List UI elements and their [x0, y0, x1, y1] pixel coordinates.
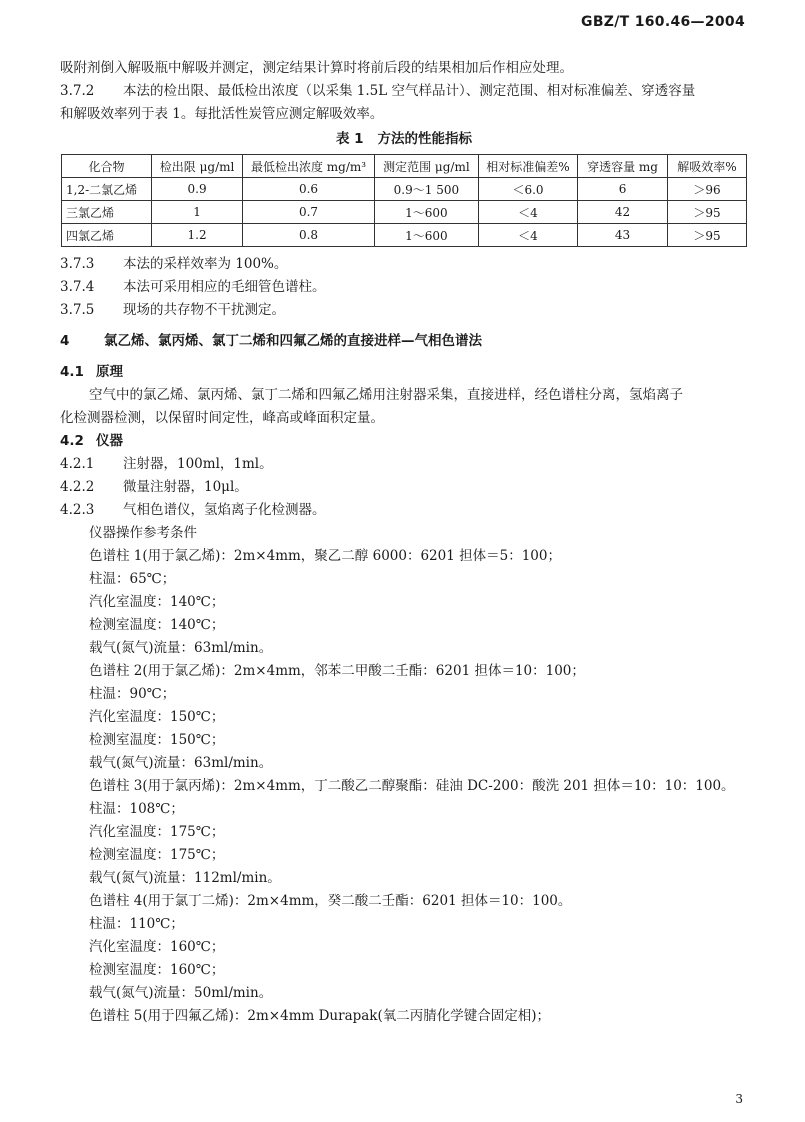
table-cell: 1 [152, 201, 243, 224]
clause-text: 本法可采用相应的毛细管色谱柱。 [123, 279, 326, 295]
section-4-2-heading [60, 430, 748, 453]
condition-line: 色谱柱 3(用于氯丙烯)：2m×4mm，丁二酸乙二醇聚酯：硅油 DC-200：酸洗 201 担体＝10：10：100。 [89, 778, 735, 794]
table-cell: ＞95 [667, 224, 746, 247]
condition-line: 载气(氮气)流量：50ml/min。 [89, 985, 273, 1001]
page-number: 3 [735, 1092, 743, 1106]
clause-number: 4.2.3 [60, 502, 95, 518]
condition-line: 检测室温度：140℃； [89, 617, 225, 633]
clause-3-7-2-continuation: 和解吸效率列于表 1。每批活性炭管应测定解吸效率。 [60, 106, 384, 122]
table-cell: 0.7 [243, 201, 375, 224]
table-cell: ＜6.0 [478, 178, 577, 201]
clause-text: 气相色谱仪，氢焰离子化检测器。 [123, 502, 326, 518]
clause-3-7-2 [60, 80, 748, 103]
condition-line: 载气(氮气)流量：63ml/min。 [89, 755, 273, 771]
condition-line: 汽化室温度：160℃； [89, 939, 225, 955]
clause-number: 4.2.2 [60, 479, 95, 495]
table-cell: 四氯乙烯 [62, 224, 152, 247]
condition-line: 色谱柱 4(用于氯丁二烯)：2m×4mm，癸二酸二壬酯：6201 担体＝10：100。 [89, 893, 572, 909]
table-caption [60, 126, 748, 152]
table-header-cell: 化合物 [62, 155, 152, 178]
clause-number: 3.7.2 [60, 83, 95, 99]
clause-number: 3.7.3 [60, 256, 95, 272]
table-cell: 0.6 [243, 178, 375, 201]
principle-paragraph-line: 空气中的氯乙烯、氯丙烯、氯丁二烯和四氟乙烯用注射器采集，直接进样，经色谱柱分离，氢焰离子 [89, 387, 683, 403]
table-header-cell: 解吸效率% [667, 155, 746, 178]
clause-text: 现场的共存物不干扰测定。 [123, 302, 285, 318]
condition-line: 色谱柱 5(用于四氟乙烯)：2m×4mm Durapak(氧二丙腈化学键合固定相)； [89, 1008, 551, 1024]
condition-line: 检测室温度：160℃； [89, 962, 225, 978]
section-title: 仪器 [96, 433, 123, 449]
condition-line: 检测室温度：150℃； [89, 732, 225, 748]
clause-3-7-3 [60, 253, 748, 276]
condition-line: 色谱柱 1(用于氯乙烯)：2m×4mm，聚乙二醇 6000：6201 担体＝5：100； [89, 548, 561, 564]
table-cell: 1,2-二氯乙烯 [62, 178, 152, 201]
condition-line: 柱温：108℃； [89, 801, 184, 817]
table-cell: ＞96 [667, 178, 746, 201]
principle-paragraph-line: 化检测器检测，以保留时间定性，峰高或峰面积定量。 [60, 410, 384, 426]
performance-table [61, 154, 747, 247]
table-cell: ＜4 [478, 224, 577, 247]
operating-conditions-list [60, 522, 748, 1028]
condition-line: 柱温：65℃； [89, 571, 176, 587]
table-cell: 6 [578, 178, 668, 201]
clause-number: 3.7.4 [60, 279, 95, 295]
table-header-row [62, 155, 747, 178]
clause-text: 微量注射器，10μl。 [123, 479, 248, 495]
table-cell: 0.9～1 500 [374, 178, 478, 201]
condition-line: 柱温：90℃； [89, 686, 176, 702]
section-number: 4.2 [60, 433, 84, 449]
paragraph-continuation: 吸附剂倒入解吸瓶中解吸并测定，测定结果计算时将前后段的结果相加后作相应处理。 [60, 60, 573, 76]
section-number: 4.1 [60, 364, 84, 380]
clause-text: 注射器，100ml，1ml。 [123, 456, 273, 472]
clause-3-7-4 [60, 276, 748, 299]
table-cell: 1～600 [374, 201, 478, 224]
condition-line: 色谱柱 2(用于氯乙烯)：2m×4mm，邻苯二甲酸二壬酯：6201 担体＝10：100； [89, 663, 585, 679]
table-cell: 43 [578, 224, 668, 247]
clause-text: 本法的检出限、最低检出浓度（以采集 1.5L 空气样品计）、测定范围、相对标准偏差、穿透容量 [123, 83, 696, 99]
table-cell: 1.2 [152, 224, 243, 247]
condition-line: 汽化室温度：175℃； [89, 824, 225, 840]
table-cell: ＜4 [478, 201, 577, 224]
clause-number: 3.7.5 [60, 302, 95, 318]
table-row [62, 201, 747, 224]
table-header-cell: 测定范围 μg/ml [374, 155, 478, 178]
condition-line: 检测室温度：175℃； [89, 847, 225, 863]
table-row [62, 224, 747, 247]
section-title: 氯乙烯、氯丙烯、氯丁二烯和四氟乙烯的直接进样—气相色谱法 [104, 333, 482, 349]
clause-text: 本法的采样效率为 100%。 [123, 256, 288, 272]
section-number: 4 [60, 333, 70, 349]
condition-line: 汽化室温度：140℃； [89, 594, 225, 610]
condition-line: 仪器操作参考条件 [89, 525, 197, 541]
table-row [62, 178, 747, 201]
clause-3-7-5 [60, 299, 748, 322]
table-header-cell: 相对标准偏差% [478, 155, 577, 178]
condition-line: 载气(氮气)流量：112ml/min。 [89, 870, 281, 886]
table-caption-title: 方法的性能指标 [377, 131, 473, 147]
clause-number: 4.2.1 [60, 456, 95, 472]
table-cell: 1～600 [374, 224, 478, 247]
table-cell: 42 [578, 201, 668, 224]
table-header-cell: 最低检出浓度 mg/m³ [243, 155, 375, 178]
condition-line: 汽化室温度：150℃； [89, 709, 225, 725]
clause-4-2-1 [60, 453, 748, 476]
section-4-1-heading [60, 361, 748, 384]
condition-line: 柱温：110℃； [89, 916, 184, 932]
section-title: 原理 [96, 364, 123, 380]
table-header-cell: 检出限 μg/ml [152, 155, 243, 178]
table-header-cell: 穿透容量 mg [578, 155, 668, 178]
section-4-heading [60, 330, 748, 353]
standard-code-header: GBZ/T 160.46—2004 [581, 14, 745, 30]
table-caption-label: 表 1 [335, 131, 364, 147]
document-body [60, 57, 748, 1028]
condition-line: 载气(氮气)流量：63ml/min。 [89, 640, 273, 656]
table-cell: 0.9 [152, 178, 243, 201]
table-cell: ＞95 [667, 201, 746, 224]
table-cell: 0.8 [243, 224, 375, 247]
clause-4-2-2 [60, 476, 748, 499]
clause-4-2-3 [60, 499, 748, 522]
table-cell: 三氯乙烯 [62, 201, 152, 224]
